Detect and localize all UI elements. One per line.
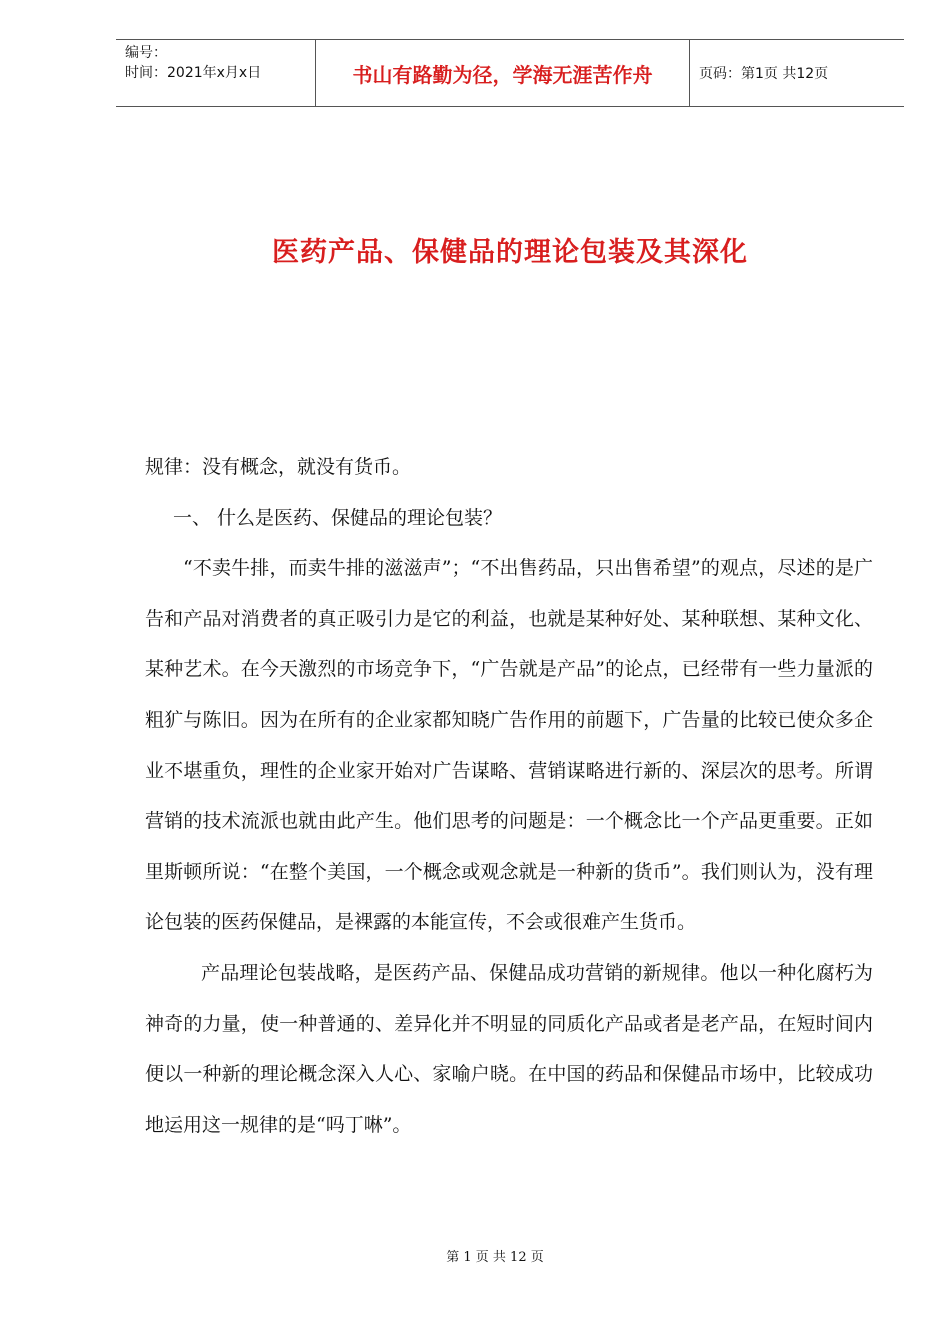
header-motto: 书山有路勤为径，学海无涯苦作舟 [316,40,690,106]
document-number-label: 编号： [125,45,167,61]
page-header [116,39,904,107]
document-body [145,442,873,1150]
body-paragraph-1: “不卖牛排，而卖牛排的滋滋声”；“不出售药品，只出售希望”的观点，尽述的是广告和产品对消费者的真正吸引力是它的利益，也就是某种好处、某种联想、某种文化、某种艺术。在今天激烈的市场竞争下，“广告就是产品”的论点，已经带有一些力量派的粗犷与陈旧。因为在所有的企业家都知晓广告作用的前题下，广告量的比较已使众多企业不堪重负，理性的企业家开始对广告谋略、营销谋略进行新的、深层次的思考。所谓营销的技术流派也就由此产生。他们思考的问题是：一个概念比一个产品更重要。正如里斯顿所说：“在整个美国，一个概念或观念就是一种新的货币”。我们则认为，没有理论包装的医药保健品，是裸露的本能宣传，不会或很难产生货币。 [145,557,873,934]
header-meta [116,40,316,106]
rule-statement: 规律：没有概念，就没有货币。 [145,456,412,478]
body-paragraph-2: 产品理论包装战略，是医药产品、保健品成功营销的新规律。他以一种化腐朽为神奇的力量，使一种普通的、差异化并不明显的同质化产品或者是老产品，在短时间内便以一种新的理论概念深入人心、家喻户晓。在中国的药品和保健品市场中，比较成功地运用这一规律的是“吗丁啉”。 [145,961,873,1136]
page-footer: 第 1 页 共 12 页 [446,1250,544,1265]
document-time-label: 时间：2021年x月x日 [125,65,262,81]
header-page-info: 页码：第1页 共12页 [699,66,829,82]
document-title: 医药产品、保健品的理论包装及其深化 [272,237,748,268]
section-heading: 一、 什么是医药、保健品的理论包装？ [173,506,503,529]
